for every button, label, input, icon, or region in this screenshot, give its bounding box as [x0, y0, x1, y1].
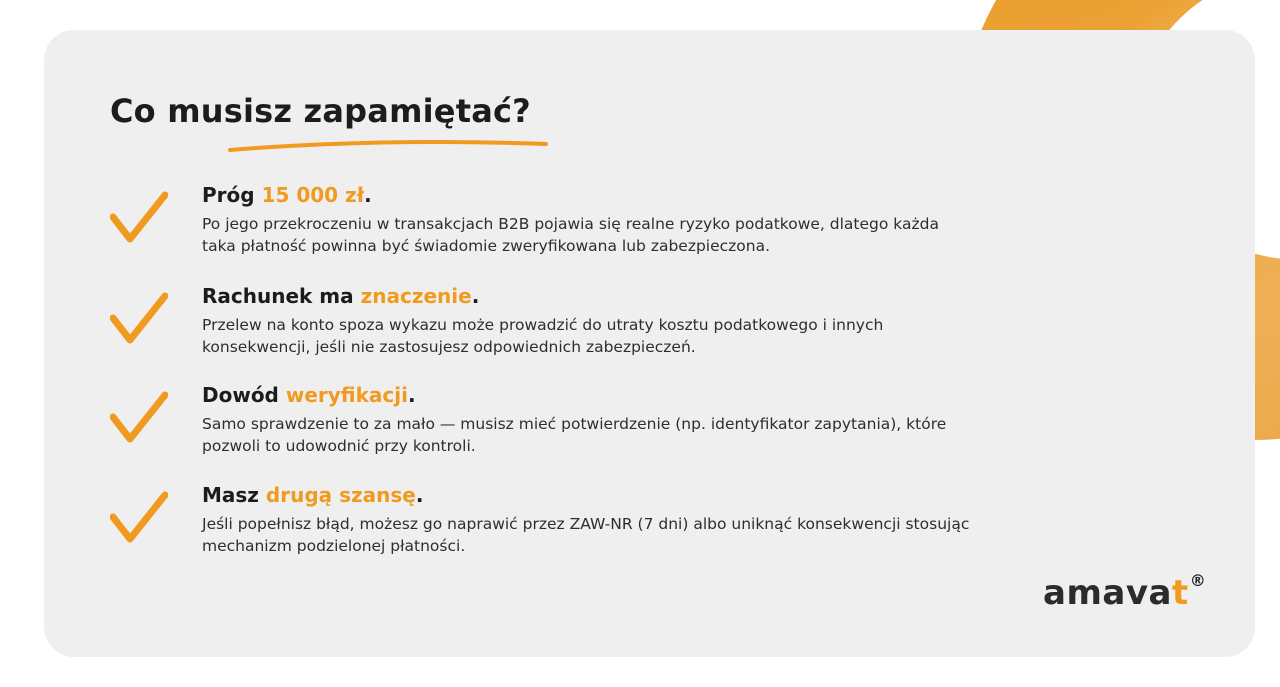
- item-description: Po jego przekroczeniu w transakcjach B2B pojawia się realne ryzyko podatkowe, dlatego każda taka płatność powinna być świadomie zweryfikowana lub zabezpieczona.: [202, 215, 939, 255]
- item-title: Rachunek ma znaczenie.: [202, 284, 480, 308]
- checkmark-icon: [110, 290, 168, 348]
- checkmark-icon: [110, 189, 168, 247]
- list-item: [110, 284, 970, 364]
- item-description: Jeśli popełnisz błąd, możesz go naprawić przez ZAW-NR (7 dni) albo uniknąć konsekwencji stosując mechanizm podzielonej płatności.: [202, 515, 970, 555]
- checkmark-icon: [110, 389, 168, 447]
- checkmark-icon: [110, 489, 168, 547]
- amavat-logo: amavat®: [1043, 571, 1207, 613]
- item-description: Przelew na konto spoza wykazu może prowadzić do utraty kosztu podatkowego i innych konsekwencji, jeśli nie zastosujesz odpowiednich zabezpieczeń.: [202, 316, 884, 356]
- list-item: [110, 483, 970, 563]
- item-title: Masz drugą szansę.: [202, 483, 424, 507]
- title-underline: [228, 136, 550, 154]
- item-title: Próg 15 000 zł.: [202, 183, 372, 207]
- list-item: [110, 183, 970, 263]
- list-item: [110, 383, 970, 463]
- item-title: Dowód weryfikacji.: [202, 383, 416, 407]
- page-title: Co musisz zapamiętać?: [110, 92, 531, 130]
- item-description: Samo sprawdzenie to za mało — musisz mieć potwierdzenie (np. identyfikator zapytania), które pozwoli to udowodnić przy kontroli.: [202, 415, 947, 455]
